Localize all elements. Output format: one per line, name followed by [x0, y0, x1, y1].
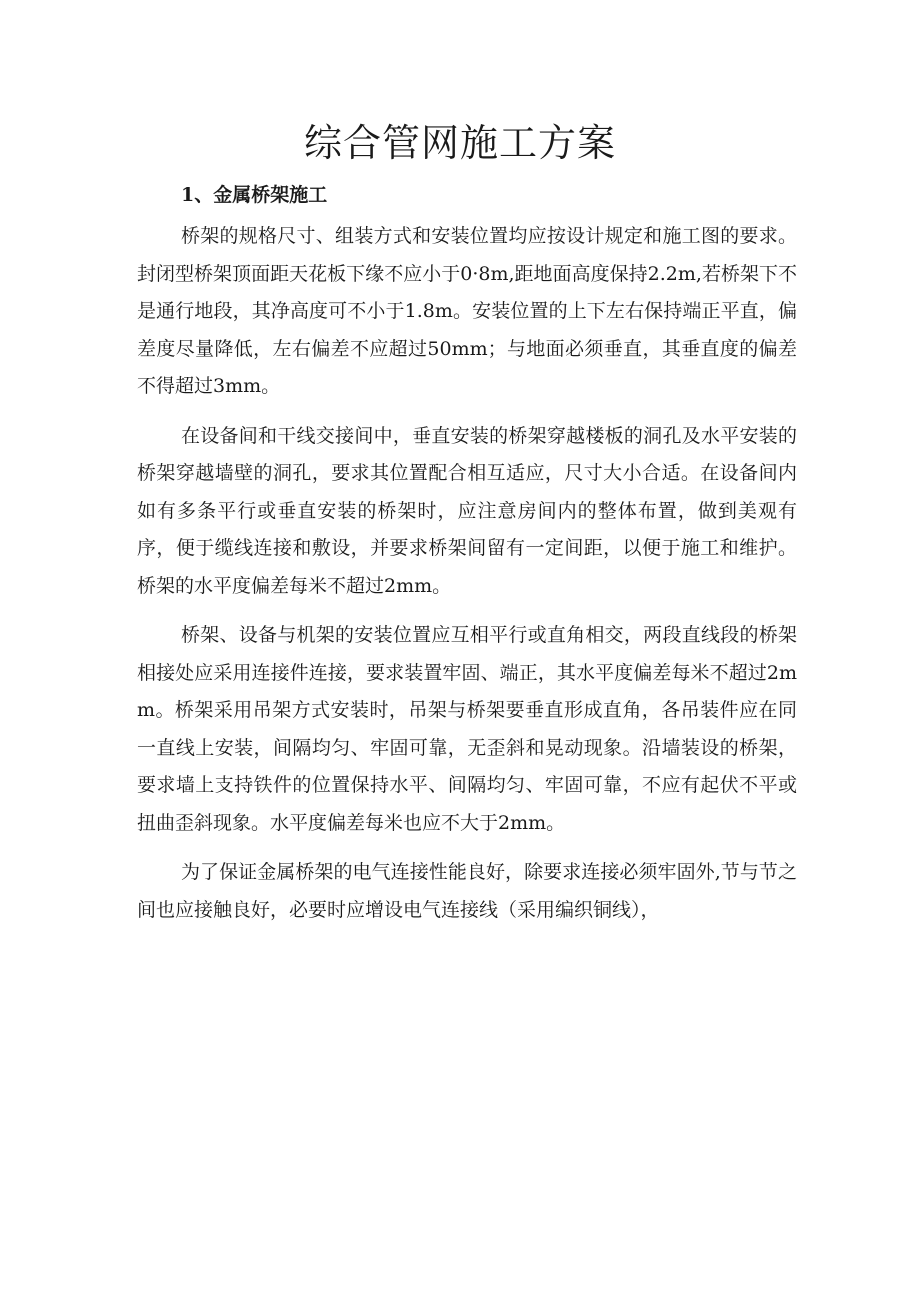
- paragraph-3: 桥架、设备与机架的安装位置应互相平行或直角相交，两段直线段的桥架相接处应采用连接件连接，要求装置牢固、端正，其水平度偏差每米不超过2mm。桥架采用吊架方式安装时，吊架与桥架要垂直形成直角，各吊装件应在同一直线上安装，间隔均匀、牢固可靠，无歪斜和晃动现象。沿墙装设的桥架，要求墙上支持铁件的位置保持水平、间隔均匀、牢固可靠，不应有起伏不平或扭曲歪斜现象。水平度偏差每米也应不大于2mm。: [137, 624, 797, 834]
- document-body: [137, 218, 797, 941]
- section-heading: 1、金属桥架施工: [181, 184, 328, 206]
- paragraph-2: 在设备间和干线交接间中，垂直安装的桥架穿越楼板的洞孔及水平安装的桥架穿越墙壁的洞孔，要求其位置配合相互适应，尺寸大小合适。在设备间内如有多条平行或垂直安装的桥架时，应注意房间内的整体布置，做到美观有序，便于缆线连接和敷设，并要求桥架间留有一定间距，以便于施工和维护。桥架的水平度偏差每米不超过2mm。: [137, 424, 797, 597]
- paragraph-4: 为了保证金属桥架的电气连接性能良好，除要求连接必须牢固外,节与节之间也应接触良好，必要时应增设电气连接线（采用编织铜线），: [137, 861, 797, 921]
- paragraph-1: 桥架的规格尺寸、组装方式和安装位置均应按设计规定和施工图的要求。封闭型桥架顶面距天花板下缘不应小于0·8m,距地面高度保持2.2m,若桥架下不是通行地段，其净高度可不小于1.8m。安装位置的上下左右保持端正平直，偏差度尽量降低，左右偏差不应超过50mm；与地面必须垂直，其垂直度的偏差不得超过3mm。: [137, 225, 797, 397]
- document-title: 综合管网施工方案: [303, 121, 616, 165]
